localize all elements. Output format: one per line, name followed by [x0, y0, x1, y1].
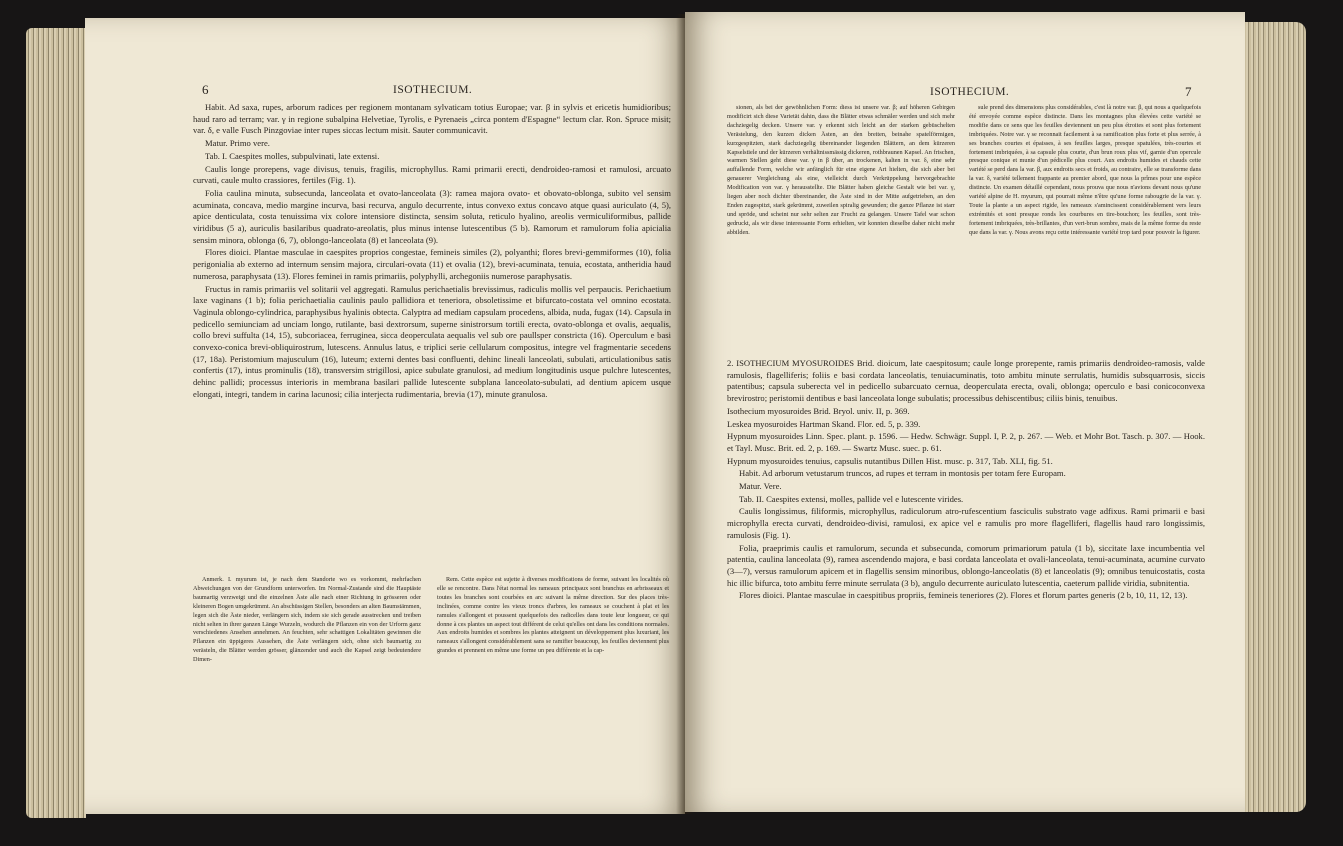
paragraph: Flores dioici. Plantae masculae in caespitibus propriis, femineis teneriores (2). Flores et florum partes generis (2 b, 10, 11, 12, 13).	[739, 590, 1188, 601]
paragraph: Caulis longe prorepens, vage divisus, tenuis, fragilis, microphyllus. Rami primarii erecti, dendroideo-ramosi et ramulosi, arcuato curvati, caule multo crassiores, fertiles (Fig. 1).	[193, 163, 671, 186]
paragraph: Habit. Ad arborum vetustarum truncos, ad rupes et terram in montosis per totam fere Europam.	[739, 468, 1066, 479]
right-main-text	[727, 358, 1205, 603]
note-text: Rem. Cette espèce est sujette à diverses modifications de forme, suivant les localités où elle se rencontre. Dans l'état normal les rameaux principaux sont branchus en arbrisseaux et toutes les branches sont courbées en arc suivant la même direction. Sur des places très-inclinées, comme contre les vieux troncs d'arbres, les rameaux se couchent à plat et les ramules s'allongent et poussent quelquefois des radicelles dans toute leur longueur, ce qui donne à ces plantes un aspect tout différent de celui qu'elles ont dans les conditions normales. Aux endroits humides et sombres les plantes atteignent un développement plus luxuriant, les rameaux s'allongent considérablement sans se ramifier beaucoup, les feuilles deviennent plus grandes et prennent en même une forme un peu différente et la cap-	[437, 576, 669, 655]
note-german-continued	[727, 104, 955, 238]
left-main-text	[193, 102, 671, 402]
paragraph: Flores dioici. Plantae masculae in caespites proprios congestae, femineis similes (2), polyanthi; flores brevi-gemmiformes (10), folia perigonialia ab externo ad internum sensim majora, circulari-ovata (11) et ovalia (12), brevi-acuminata, tenuia, ecostata, antheridia haud numerosa, paraphysata (13). Flores feminei in ramis primariis, polyphylli, archegoniis numerose paraphysatis.	[193, 247, 671, 281]
running-header-left: ISOTHECIUM.	[393, 84, 473, 96]
paragraph: Caulis longissimus, filiformis, microphyllus, radiculorum atro-rufescentium fasciculis substrato vage adfixus. Rami primarii e basi microphylla erecta curvati, dendroideo-divisi, ramulosi, ex apice vel e ramulis pro more flagelliferi, flagellis haud raro longissimis, ramulosis (Fig. 1).	[727, 506, 1205, 540]
page-number-left: 6	[202, 82, 209, 97]
synonym: Leskea myosuroides Hartman Skand. Flor. ed. 5, p. 339.	[727, 418, 921, 429]
synonym: Hypnum myosuroides Linn. Spec. plant. p. 1596. — Hedw. Schwägr. Suppl. I, P. 2, p. 267. — Web. et Mohr Bot. Tasch. p. 307. — Hook. et Tayl. Musc. Brit. ed. 2, p. 169. — Swartz Musc. suec. p. 61.	[727, 431, 1205, 453]
left-page-edges	[26, 28, 86, 818]
paragraph: Folia caulina minuta, subsecunda, lanceolata et ovato-lanceolata (3): ramea majora ovato- et obovato-oblonga, subito vel sensim acuminata, concava, medio margine incurva, basi recurva, angulo decurrente, intus convexo extus concavo atque quasi auriculato (4, 5), apice denticulata, costa tenuissima vix colore intensiore distincta, sensim soluta, reticulo hyalino, areolis vermiculiformibus, pallide viridibus (5 a), auriculis basilaribus quadrato-areolatis, plus minus intense lutescentibus (5 b). Ramorum et ramulorum folia apicialia sensim minora, oblonga (6, 7), oblongo-lanceolata (8) et lanceolata (9).	[193, 187, 671, 245]
note-text: sionen, als bei der gewöhnlichen Form: diess ist unsere var. β; auf höheren Gebirgen modificirt sich diese Varietät dahin, dass die Blätter etwas schmäler werden und sich mehr dachziegelig decken. Unsere var. γ erkennt sich leicht an der starken gebüschelten Verästelung, den kurzen dicken Ästen, an den breiten, beinahe spatelförmigen, kurzgespitzten, stark dachziegelig übereinander liegenden Blättern, an dem kürzeren Kapselstiele und der kürzeren verhältnissmässig dickeren, rothbraunen Kapsel. An frischen, warmen Stellen geht diese var. γ in β über, an trockenen, kalten in var. δ, eine sehr auffallende Form, welche wir anfänglich für eine eigene Art hielten, die sich aber bei genauerer Vergleichung als eine, vielleicht durch Verkrüppelung hervorgebrachte Modification von var. γ herausstellte. Die Blätter haben gleiche Gestalt wie bei var. γ, liegen aber noch dichter übereinander, die Äste sind in der Mitte aufgetrieben, an den Enden zugespitzt, stark gekrümmt, zuweilen spiralig gewunden; die ganze Pflanze ist starr und spröde, und scheint nur sehr selten zur Frucht zu gelangen. Unsere Tafel war schon gedruckt, als wir diese interessante Form erhielten, wir konnten dieselbe daher nicht mehr abbilden.	[727, 104, 955, 236]
paragraph: Matur. Vere.	[739, 481, 782, 492]
synonym: Isothecium myosuroides Brid. Bryol. univ. II, p. 369.	[727, 405, 910, 416]
note-french-continued	[969, 104, 1201, 238]
left-page	[85, 18, 685, 814]
note-text: sule prend des dimensions plus considérables, c'est là notre var. β, qui nous a quelquefois été envoyée comme espèce distincte. Dans les montagnes plus élevées cette variété se modifie dans ce sens que les feuilles deviennent un peu plus étroites et sont plus fortement imbriquées. Notre var. γ se reconnait facilement à sa ramification plus forte et plus serrée, à ses branches courtes et épaisses, à ses feuilles larges, presque spatulées, très-courtes et fortement imbriquées, à sa capsule plus courte, d'un brun roux plus vif, garnie d'un opercule presque conique et munie d'un pédicelle plus court. Aux endroits humides et chauds cette variété se perd dans la var. β, aux endroits secs et froids, au contraire, elle se transforme dans la var. δ, variété tellement frappante au premier abord, que nous la prîmes pour une espèce distincte. Un examen détaillé cependant, nous prouva que nous n'avions devant nous qu'une variété alpine de H. myurum, qui pourrait même n'être qu'une forme rabougrie de la var. γ. Toute la plante a un aspect rigide, les rameaux s'amincissent considérablement vers leurs extrémités et sont presque ronds les courbures en tire-bouchon; les feuilles, sont très-fortement imbriquées, très-brillantes, d'un vert-brun sombre, mais de la même forme du reste que dans la var. γ. Nous avons reçu cette intéressante variété trop tard pour pouvoir la figurer.	[969, 104, 1201, 236]
running-header-right: ISOTHECIUM.	[930, 86, 1010, 98]
paragraph: Folia, praeprimis caulis et ramulorum, secunda et subsecunda, comorum primariorum patula (1 b), siccitate laxe incumbentia vel patentia, caulina lanceolata (9), ramea ascendendo majora, e basi cordata lanceolata et ovali-lanceolata, tenui-acuminata, acumine curvato (3—7), versus ramulorum apicem et in flagellis sensim minoribus, oblongo-lanceolatis (8) et lanceolatis (9); omnibus tenuicostatis, costa hic illic bifurca, toto ambitu ferre minute serrulata (3 b), angulo decurrente auriculato lutescentia, caeterum pallide viridia, subnitentia.	[727, 542, 1205, 588]
species-heading: 2. ISOTHECIUM MYOSUROIDES Brid. dioicum, late caespitosum; caule longe prorepente, ramis primariis dendroideo-ramosis, valde ramulosis, flagelliferis; foliis e basi cordata lanceolatis, tenuiacuminatis, toto ambitu minute serrulatis, humidis subsquarrosis, siccis patentibus; capsula suberecta vel in pedicello subarcuato cernua, deoperculata erecta, ovali, oblonga; operculo e basi conicoconvexa brevirostro; peristomii dentibus e basi lanceolata longe subulatis; processibus dehiscentibus; ciliis binis, tenuibus.	[727, 358, 1205, 404]
synonym: Hypnum myosuroides tenuius, capsulis nutantibus Dillen Hist. musc. p. 317, Tab. XLI, fig. 51.	[727, 455, 1053, 466]
paragraph: Fructus in ramis primariis vel solitarii vel aggregati. Ramulus perichaetialis brevissimus, radiculis mollis vel perpaucis. Perichaetium laxe vaginans (1 b); folia perichaetialia caulinis paulo pallidiora et teneriora, obsoletissime et bifurcato-costata vel omnino ecostata. Vaginula oblongo-cylindrica, paraphysibus hyalinis obtecta. Calyptra ad mediam capsulam procedens, albida, nuda, fugax (14). Capsula in pedicello semiunciam ad unciam longo, rutilante, basi dextrorsum, superne sinistrorsum tortili erecta, ovato-oblonga et ovalis, aequalis, collo brevi suffulta (14, 15), subcoriacea, ferruginea, sicca deoperculata aequalis vel sub ore paullsper constricta (16). Operculum e basi convexo-conica brevi-obliquirostrum, lutescens. Annulus latus, e triplici serie cellularum compositus, integre vel fragmentarie secedens (17, 18a). Peristomium majusculum (16), luteum; externi dentes basi confluenti, dehinc lineali lanceolati, subulati, articulationibus satis confertis (17), intus prominulis (18), transversim strigillosi, apice subulate granulosi, ad medium longitudinis usque pulchre lutescentes, dehinc pallidi; processus interioris in membrana basilari pallide lutescente subplana lanceolato-subulati, ad dentium apicem usque elongati, integri, tandem in carina lacunosi; cilia interjecta rudimentaria, brevia (17), minute granulosa.	[193, 283, 671, 399]
page-number-right: 7	[1185, 84, 1192, 99]
note-text: Anmerk. I. myurum ist, je nach dem Standorte wo es vorkommt, mehrfachen Abweichungen von der Grundform unterworfen. Im Normal-Zustande sind die Hauptäste baumartig verzweigt und die einzelnen Äste alle nach einer Richtung in grösseren oder kleineren Bogen umgekrümmt. An abschüssigen Stellen, besonders an alten Baumstämmen, legen sich die Äste nieder, verlängern sich, indem sie sich gerade ausstrecken und treiben nicht selten in ihrer ganzen Länge Wurzeln, wodurch die Pflanzen ein von der Urform ganz verschiedenes Ansehen annehmen. An feuchten, sehr schattigen Lokalitäten gewinnen die Pflanzen ein üppigeres Aussehen, die Äste verlängern sich, ohne sich baumartig zu verästeln, die Blätter werden grösser, glänzender und auch die Kapsel zeigt bedeutendere Dimen-	[193, 576, 421, 664]
right-page	[685, 12, 1245, 812]
note-german	[193, 576, 421, 665]
paragraph: Tab. II. Caespites extensi, molles, pallide vel e lutescente virides.	[739, 493, 964, 504]
paragraph: Tab. I. Caespites molles, subpulvinati, late extensi.	[205, 150, 380, 161]
paragraph: Habit. Ad saxa, rupes, arborum radices per regionem montanam sylvaticam totius Europae; var. β in sylvis et ericetis humidioribus; haud raro ad terram; var. γ in regione subalpina Helvetiae, Tyrolis, e Pyrenaeis „circa pontem d'Espagne“ lectum clar. Ron. Spruce misit; var. δ, e valle Fusch Pinzgoviae inter rupes siccas lectum misit. Sauter communicavit.	[193, 102, 671, 136]
paragraph: Matur. Primo vere.	[205, 138, 270, 149]
note-french	[437, 576, 669, 656]
